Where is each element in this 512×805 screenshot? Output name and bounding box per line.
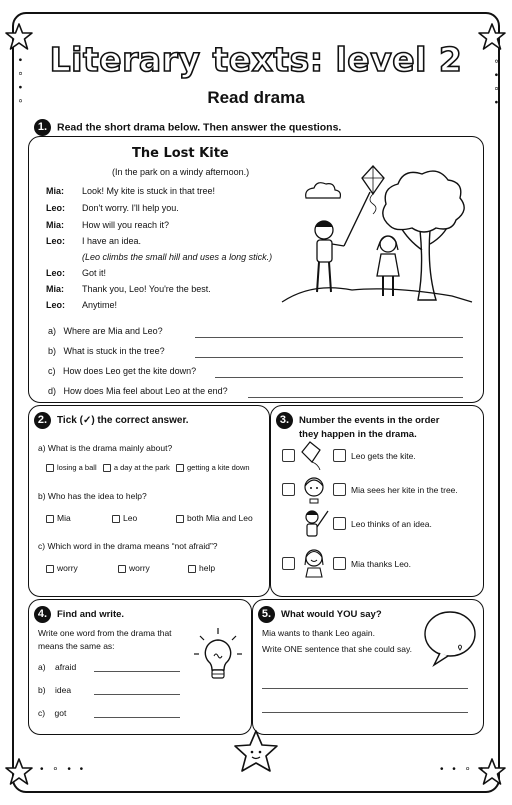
option-label: worry (129, 563, 150, 573)
question-label: b) (48, 346, 57, 356)
speaker-label: Mia: (46, 220, 64, 230)
event-text: Mia sees her kite in the tree. (351, 485, 458, 495)
line-text: I have an idea. (82, 236, 142, 246)
section3-heading (276, 412, 439, 441)
boy-with-stick-icon (300, 508, 330, 542)
checkbox[interactable] (46, 515, 54, 523)
checkbox[interactable] (176, 464, 184, 472)
option-label: getting a kite down (187, 463, 250, 472)
question-row (48, 326, 163, 336)
girl-face-icon (300, 474, 328, 504)
drama-setting: (In the park on a windy afternoon.) (112, 167, 250, 177)
question-text: How does Mia feel about Leo at the end? (63, 386, 228, 396)
item-word: afraid (55, 662, 77, 672)
drama-stage-direction (0, 252, 300, 264)
speaker-label: Mia: (46, 284, 64, 294)
option-label: help (199, 563, 216, 573)
line-text: Don't worry. I'll help you. (82, 203, 179, 213)
checkbox[interactable] (333, 517, 346, 530)
kite-icon (300, 440, 328, 470)
answer-line[interactable] (94, 671, 180, 672)
drama-line (0, 236, 300, 248)
question-row (48, 346, 165, 356)
section1-number: 1. (34, 119, 51, 136)
question-row (48, 386, 228, 396)
drama-line (0, 186, 300, 198)
section4-instruction: Write one word from the drama that (38, 628, 172, 638)
word-item (38, 685, 71, 695)
section1-instruction-text: Read the short drama below. Then answer the questions. (57, 121, 342, 134)
section5-number: 5. (258, 606, 275, 623)
item-label: a) (38, 662, 46, 672)
item-label: b) (38, 685, 46, 695)
answer-line[interactable] (195, 337, 463, 338)
section2-heading (34, 412, 189, 429)
item-word: got (54, 708, 67, 718)
question-label: c) (48, 366, 56, 376)
question-row (48, 366, 196, 376)
stage-direction-text: (Leo climbs the small hill and uses a long stick.) (82, 252, 273, 262)
answer-line[interactable] (94, 694, 180, 695)
answer-line[interactable] (248, 397, 463, 398)
item-word: idea (55, 685, 72, 695)
speaker-label: Leo: (46, 203, 65, 213)
order-spacer (282, 517, 295, 530)
checkbox[interactable] (46, 565, 54, 573)
decor-dots: • ∘ • ∘ (14, 58, 25, 107)
section4-heading (34, 606, 124, 623)
tick-option (118, 563, 150, 573)
section2-heading-text: Tick (✓) the correct answer. (57, 415, 189, 427)
section3-heading-line2: they happen in the drama. (299, 429, 417, 440)
tick-option-row (46, 463, 250, 472)
checkbox[interactable] (112, 515, 120, 523)
speaker-label: Leo: (46, 236, 65, 246)
decor-dots: • ∘ • • (40, 764, 87, 775)
speaker-label: Leo: (46, 268, 65, 278)
star-icon (4, 757, 34, 787)
tick-question: b) Who has the idea to help? (38, 491, 147, 501)
order-number-box[interactable] (282, 557, 295, 570)
section5-instruction: Write ONE sentence that she could say. (262, 644, 412, 654)
option-label: Leo (123, 513, 138, 523)
section5-instruction: Mia wants to thank Leo again. (262, 628, 375, 638)
checkbox[interactable] (118, 565, 126, 573)
page-subtitle: Read drama (207, 88, 305, 107)
answer-line[interactable] (195, 357, 463, 358)
line-text: Anytime! (82, 300, 118, 310)
item-label: c) (38, 708, 46, 718)
order-number-box[interactable] (282, 483, 295, 496)
checkbox[interactable] (176, 515, 184, 523)
line-text: Look! My kite is stuck in that tree! (82, 186, 216, 196)
tick-question: c) Which word in the drama means “not afraid”? (38, 541, 218, 551)
tick-option (46, 513, 71, 523)
decor-dots: • • ∘ • (440, 764, 487, 775)
happy-girl-icon (300, 546, 328, 578)
drama-line (0, 220, 300, 232)
section3-number: 3. (276, 412, 293, 429)
section4-heading-text: Find and write. (57, 609, 125, 621)
section2-number: 2. (34, 412, 51, 429)
line-text: Got it! (82, 268, 107, 278)
event-text: Leo thinks of an idea. (351, 519, 432, 529)
smiling-star-icon (230, 728, 282, 776)
drama-line (0, 300, 300, 312)
drama-line (0, 203, 300, 215)
line-text: Thank you, Leo! You're the best. (82, 284, 211, 294)
page-title: Literary texts: level 2 (49, 40, 463, 79)
option-label: losing a ball (57, 463, 97, 472)
drama-line (0, 284, 300, 296)
answer-line[interactable] (215, 377, 463, 378)
answer-line[interactable] (262, 688, 468, 689)
decor-dots: ∘ • ∘ • (490, 58, 501, 107)
answer-line[interactable] (262, 712, 468, 713)
section4-instruction: means the same as: (38, 641, 115, 651)
drama-line (0, 268, 300, 280)
kids-kite-illustration (278, 160, 478, 310)
event-text: Leo gets the kite. (351, 451, 416, 461)
line-text: How will you reach it? (82, 220, 170, 230)
checkbox[interactable] (333, 557, 346, 570)
checkbox[interactable] (333, 483, 346, 496)
checkbox[interactable] (103, 464, 111, 472)
tick-option (176, 513, 253, 523)
speaker-label: Leo: (46, 300, 65, 310)
tick-question: a) What is the drama mainly about? (38, 443, 173, 453)
question-text: Where are Mia and Leo? (63, 326, 163, 336)
option-label: Mia (57, 513, 71, 523)
option-label: worry (57, 563, 78, 573)
tick-option (188, 563, 215, 573)
option-label: both Mia and Leo (187, 513, 253, 523)
section5-heading (258, 606, 382, 623)
word-item (38, 708, 66, 718)
order-number-box[interactable] (282, 449, 295, 462)
question-label: a) (48, 326, 57, 336)
checkbox[interactable] (188, 565, 196, 573)
checkbox[interactable] (46, 464, 54, 472)
drama-title: The Lost Kite (132, 146, 229, 161)
section4-number: 4. (34, 606, 51, 623)
speaker-label: Mia: (46, 186, 64, 196)
speech-bubble-icon (420, 608, 478, 670)
section1-instruction (34, 119, 341, 136)
section5-heading-text: What would YOU say? (281, 609, 382, 621)
lightbulb-icon (190, 626, 246, 688)
word-item (38, 662, 76, 672)
event-text: Mia thanks Leo. (351, 559, 412, 569)
question-text: How does Leo get the kite down? (63, 366, 197, 376)
answer-line[interactable] (94, 717, 180, 718)
option-label: a day at the park (113, 463, 170, 472)
question-label: d) (48, 386, 57, 396)
section3-heading-line1: Number the events in the order (299, 415, 440, 427)
checkbox[interactable] (333, 449, 346, 462)
tick-option (112, 513, 137, 523)
question-text: What is stuck in the tree? (63, 346, 165, 356)
tick-option (46, 563, 78, 573)
